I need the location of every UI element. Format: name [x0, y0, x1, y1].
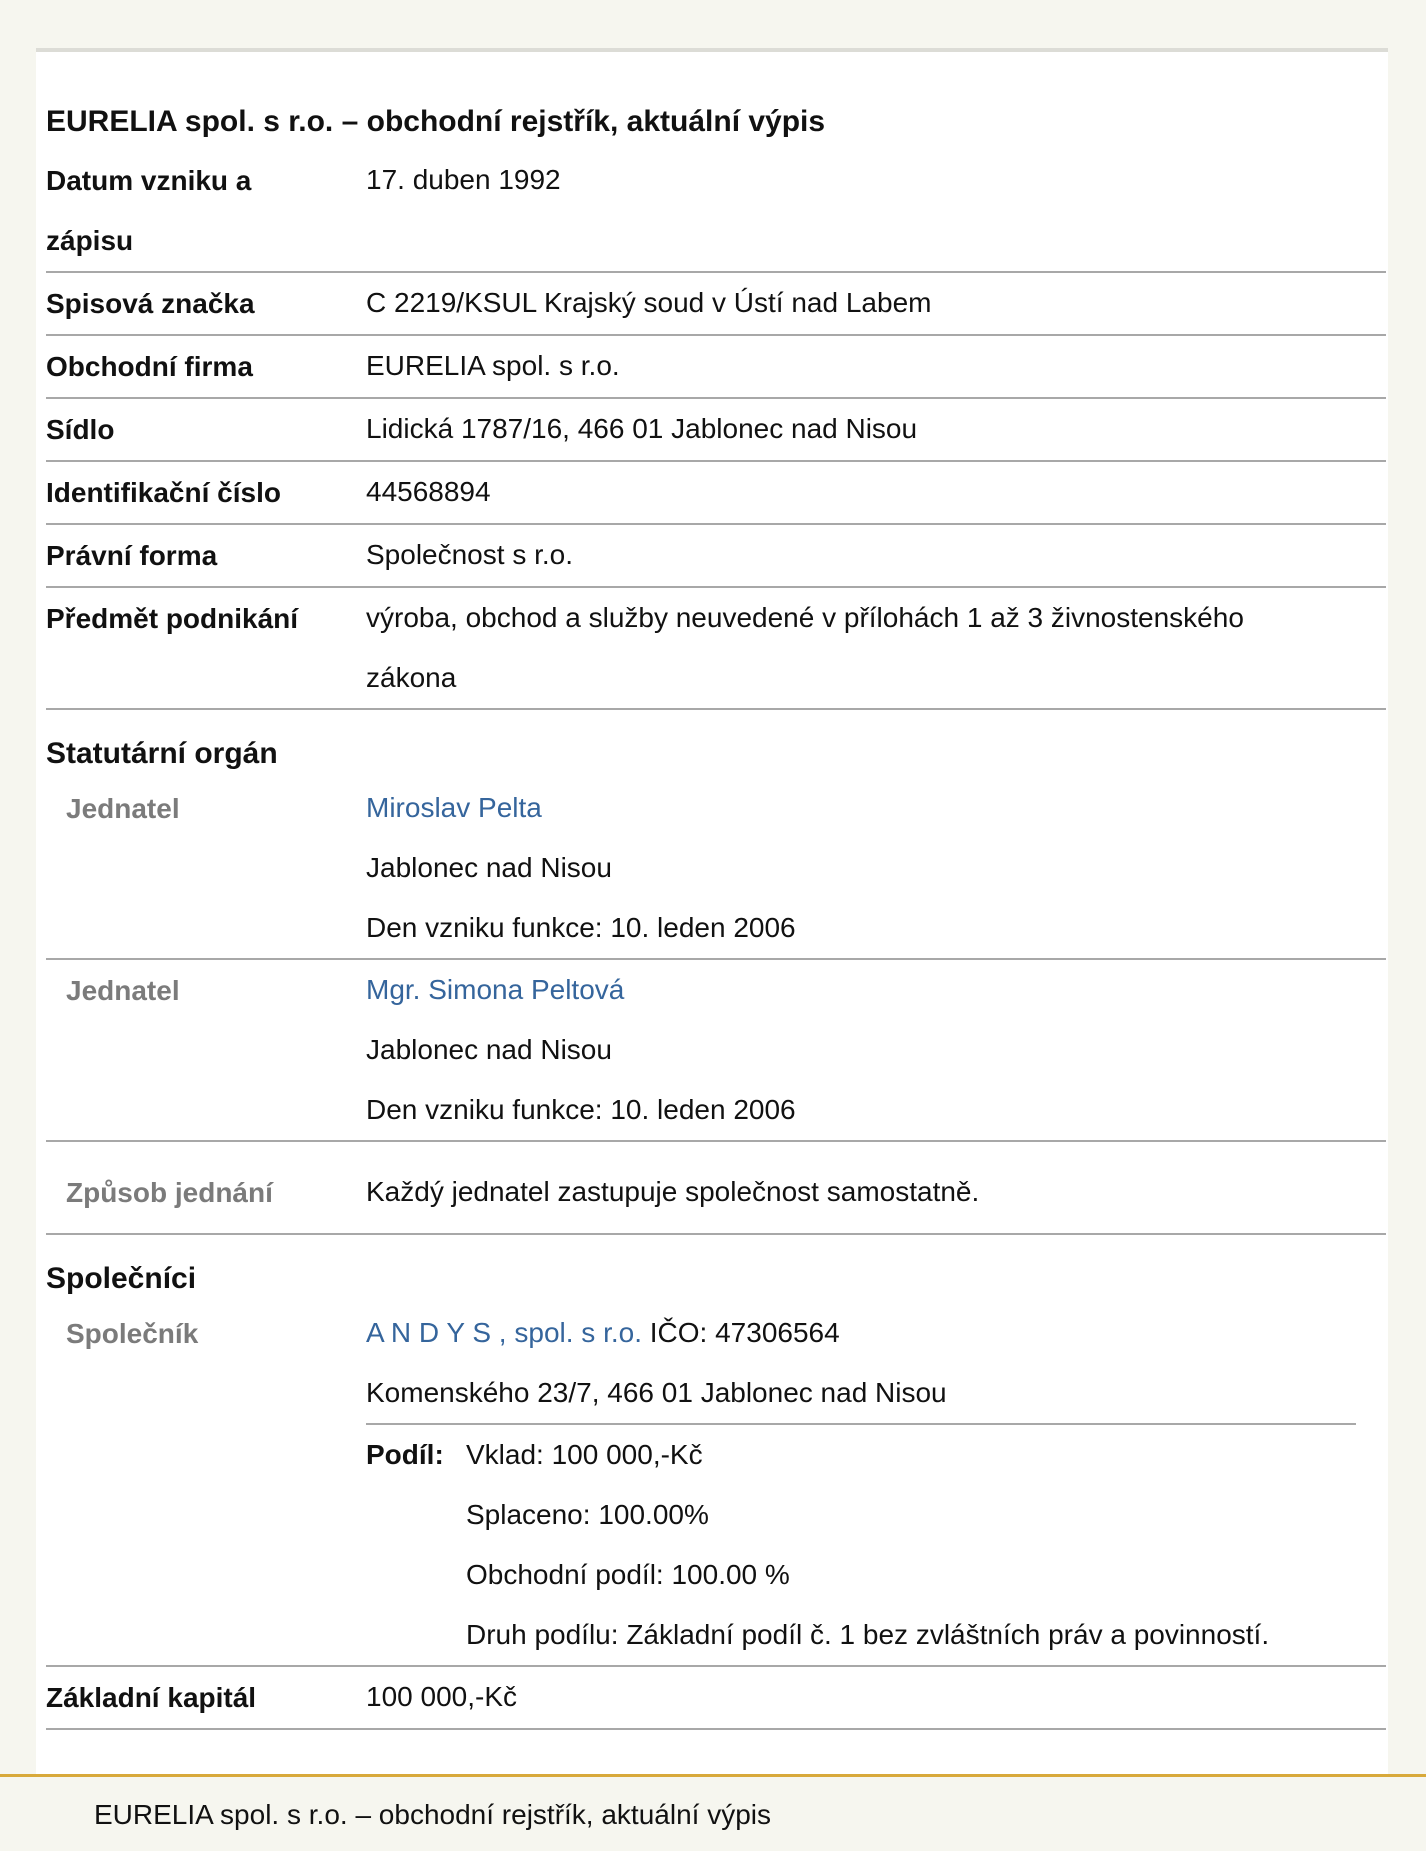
value-forma: Společnost s r.o. — [366, 539, 574, 570]
label-zpusob: Způsob jednání — [66, 1177, 273, 1208]
partner-ico: IČO: 47306564 — [649, 1317, 840, 1348]
value-spisova: C 2219/KSUL Krajský soud v Ústí nad Labem — [366, 287, 932, 318]
member-since: Den vzniku funkce: 10. leden 2006 — [366, 1094, 796, 1125]
row-firma — [46, 336, 1386, 399]
row-datum — [46, 150, 1386, 273]
member-details — [366, 778, 1386, 958]
section-spolecnici: Společníci — [46, 1262, 197, 1295]
partner-details — [366, 1303, 1386, 1665]
row-forma — [46, 525, 1386, 588]
label-spisova: Spisová značka — [46, 288, 255, 319]
value-zpusob: Každý jednatel zastupuje společnost samostatně. — [366, 1176, 980, 1207]
label-forma: Právní forma — [46, 540, 218, 571]
member-city: Jablonec nad Nisou — [366, 1034, 612, 1065]
footer-title: EURELIA spol. s r.o. – obchodní rejstřík, aktuální výpis — [94, 1799, 771, 1830]
section-statutarni: Statutární orgán — [46, 737, 278, 770]
label-predmet: Předmět podnikání — [46, 603, 299, 634]
label-datum-text: Datum vzniku a zápisu — [46, 165, 252, 256]
label-kapital: Základní kapitál — [46, 1682, 257, 1713]
share-druh: Druh podílu: Základní podíl č. 1 bez zvláštních práv a povinností. — [466, 1619, 1270, 1650]
partner-role: Společník — [66, 1318, 199, 1349]
partner-header-line — [366, 1303, 1386, 1363]
value-firma: EURELIA spol. s r.o. — [366, 350, 620, 381]
row-spisova — [46, 273, 1386, 336]
value-kapital: 100 000,-Kč — [366, 1681, 517, 1712]
value-predmet: výroba, obchod a služby neuvedené v přílohách 1 až 3 živnostenského zákona — [366, 602, 1244, 693]
member-row — [46, 960, 1386, 1142]
member-details — [366, 960, 1386, 1140]
member-since: Den vzniku funkce: 10. leden 2006 — [366, 912, 796, 943]
member-name-link[interactable]: Miroslav Pelta — [366, 792, 542, 823]
partner-name-link[interactable]: A N D Y S , spol. s r.o. — [366, 1317, 642, 1348]
document-content — [46, 102, 1386, 1730]
member-role: Jednatel — [66, 975, 180, 1006]
value-ic: 44568894 — [366, 476, 491, 507]
member-row — [46, 778, 1386, 960]
footer-bar — [0, 1774, 1426, 1851]
row-kapital — [46, 1667, 1386, 1730]
member-city: Jablonec nad Nisou — [366, 852, 612, 883]
label-sidlo: Sídlo — [46, 414, 115, 445]
page-title: EURELIA spol. s r.o. – obchodní rejstřík, aktuální výpis — [46, 105, 826, 138]
share-values — [466, 1425, 1356, 1665]
share-splaceno: Splaceno: 100.00% — [466, 1499, 709, 1530]
label-datum — [46, 150, 366, 271]
share-vklad: Vklad: 100 000,-Kč — [466, 1439, 703, 1470]
label-firma: Obchodní firma — [46, 351, 253, 382]
partner-address: Komenského 23/7, 466 01 Jablonec nad Nisou — [366, 1377, 947, 1408]
row-predmet — [46, 588, 1386, 710]
member-role: Jednatel — [66, 793, 180, 824]
document-page — [36, 48, 1388, 1774]
share-label: Podíl: — [366, 1439, 444, 1470]
row-sidlo — [46, 399, 1386, 462]
value-datum: 17. duben 1992 — [366, 164, 561, 195]
value-sidlo: Lidická 1787/16, 466 01 Jablonec nad Nisou — [366, 413, 918, 444]
row-zpusob — [46, 1142, 1386, 1235]
partner-row — [46, 1303, 1386, 1667]
member-name-link[interactable]: Mgr. Simona Peltová — [366, 974, 625, 1005]
label-ic: Identifikační číslo — [46, 477, 281, 508]
share-obchodni-podil: Obchodní podíl: 100.00 % — [466, 1559, 790, 1590]
row-ic — [46, 462, 1386, 525]
share-block — [366, 1423, 1356, 1665]
